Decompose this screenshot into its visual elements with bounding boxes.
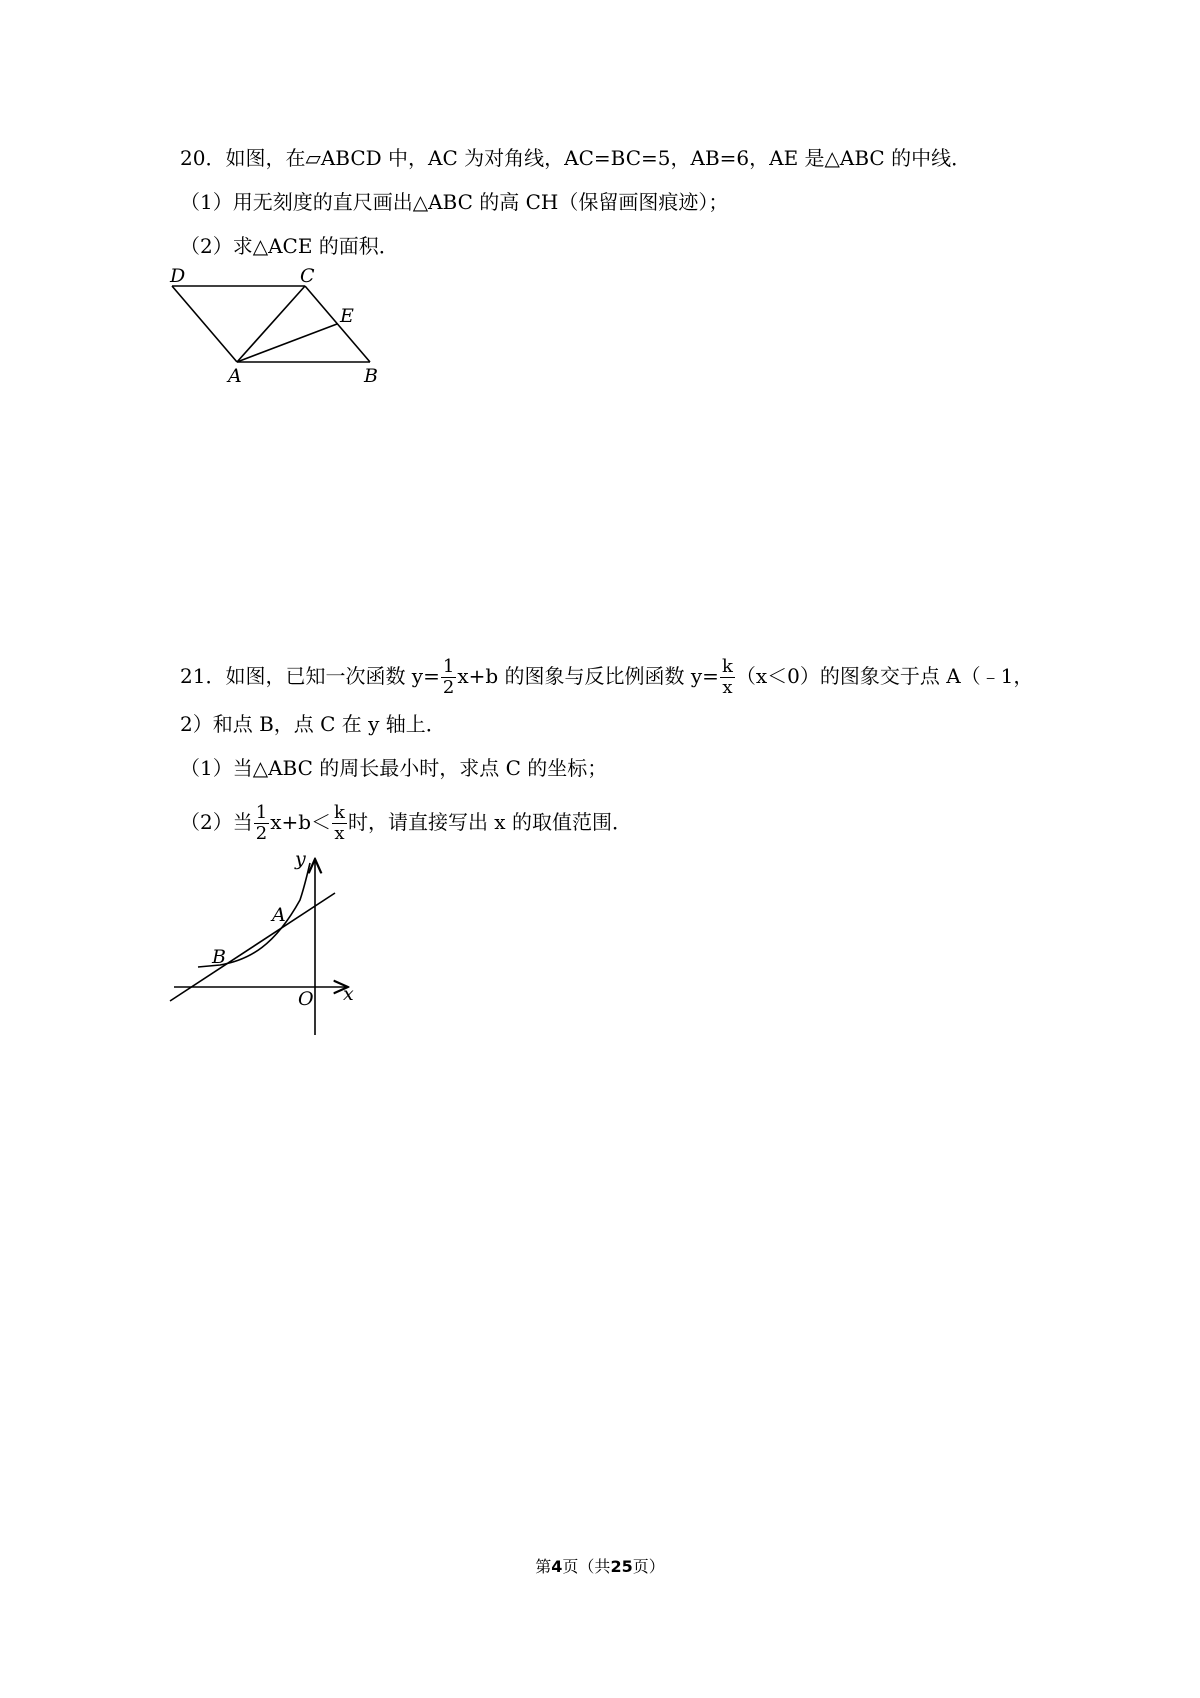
label-x: x xyxy=(343,983,354,1005)
segment-ac xyxy=(237,286,305,362)
q20-part2: （2）求△ACE 的面积． xyxy=(180,234,399,258)
segment-ae xyxy=(237,324,337,362)
page-footer: 第4页（共25页） xyxy=(535,1557,665,1576)
label-e: E xyxy=(340,305,354,327)
q21-part2: （2）当 $\frac{1}{2}$ x+b＜ $\frac{k}{x}$ 时，请直接写出 x 的取值范围． xyxy=(180,802,632,844)
total-pages: 25 xyxy=(610,1557,633,1576)
label-c: C xyxy=(300,265,315,287)
label-y: y xyxy=(295,848,306,870)
fraction-one-half: $\frac{1}{2}$ xyxy=(255,802,268,844)
label-a: A xyxy=(272,904,286,926)
q21-part1: （1）当△ABC 的周长最小时，求点 C 的坐标； xyxy=(180,756,608,780)
label-a: A xyxy=(228,365,242,387)
q20-part1: （1）用无刻度的直尺画出△ABC 的高 CH（保留画图痕迹）； xyxy=(180,190,729,214)
label-d: D xyxy=(170,265,186,287)
segment-cb xyxy=(305,286,370,362)
label-b: B xyxy=(364,365,378,387)
fraction-k-over-x: $\frac{k}{x}$ xyxy=(334,802,345,844)
label-b: B xyxy=(212,946,226,968)
q21-function-graph-figure xyxy=(160,845,380,1055)
q21-stem: 21．如图，已知一次函数 y= $\frac{1}{2}$ x+b 的图象与反比例函数 y= $\frac{k}{x}$ （x＜0）的图象交于点 A（﹣1， xyxy=(180,656,1034,698)
q20-parallelogram-figure xyxy=(160,262,420,392)
q20-stem: 20．如图，在▱ABCD 中，AC 为对角线，AC=BC=5，AB=6，AE 是△ABC 的中线． xyxy=(180,146,972,170)
page-number: 4 xyxy=(551,1557,563,1576)
segment-da xyxy=(172,286,237,362)
fraction-k-over-x: $\frac{k}{x}$ xyxy=(721,656,733,698)
fraction-one-half: $\frac{1}{2}$ xyxy=(442,656,455,698)
linear-function-line xyxy=(170,893,335,1001)
label-origin: O xyxy=(298,988,314,1010)
q21-stem-line2: 2）和点 B，点 C 在 y 轴上． xyxy=(180,712,446,736)
